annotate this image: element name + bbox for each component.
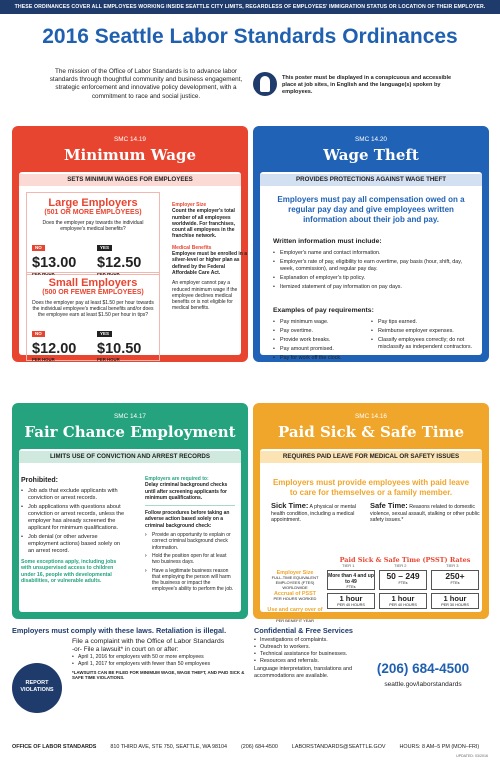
- exceptions-note: Some exceptions apply, including jobs with unsupervised access to children under 16, people with developmental disabilities, or vulnerable adults.: [21, 558, 117, 585]
- required-heading: Employers are required to:: [145, 476, 209, 482]
- list-item: • Pay overtime.: [273, 328, 365, 335]
- file-line-1: File a complaint with the Office of Labor Standards: [72, 638, 225, 645]
- list-item: • Technical assistance for businesses.: [254, 651, 354, 658]
- procedures-list: [145, 532, 235, 593]
- accrual-label: [265, 591, 325, 602]
- footer: [12, 744, 488, 750]
- row-heading: Employer Size: [276, 570, 314, 576]
- large-employers-title: Large Employers: [48, 197, 138, 209]
- safe-time-text: Reasons related to domestic violence, sexual assault, stalking or other public safety issues.*: [370, 504, 480, 524]
- mw-subheader: SETS MINIMUM WAGES FOR EMPLOYEES: [19, 174, 241, 186]
- list-item: • Job applications with questions about conviction or arrest records, unless the employer has already screened the applicant for minimum qualifications.: [21, 504, 126, 532]
- city-seal-icon: [253, 72, 277, 96]
- file-complaint-section: [72, 638, 247, 681]
- row-sub: PER BENEFIT YEAR: [275, 618, 315, 623]
- safe-time-heading: Safe Time:: [370, 501, 408, 510]
- small-no-amount: $12.00: [32, 341, 77, 357]
- large-employers-question: Does the employer pay towards the individual employee's medical benefits?: [42, 220, 144, 232]
- large-wage-yes: [97, 236, 157, 276]
- sick-time-heading: Sick Time:: [271, 501, 309, 510]
- ps-lead: Employers must provide employees with paid leave to care for themselves or a family member.: [272, 478, 470, 497]
- list-item: › Hold the position open for at least two business days.: [145, 553, 235, 566]
- list-item: › Have a legitimate business reason that employing the person will harm the business or impact the employee's ability to perform the job.: [145, 568, 235, 593]
- footer-email[interactable]: LABORSTANDARDS@SEATTLE.GOV: [291, 744, 386, 750]
- pay-examples-heading: Examples of pay requirements:: [273, 307, 374, 314]
- page-title: 2016 Seattle Labor Standards Ordinances: [42, 25, 458, 48]
- list-item: • April 1, 2016 for employers with 50 or more employees: [72, 654, 247, 661]
- table-cell: 250+ FTEs: [431, 570, 479, 590]
- written-info-heading: Written information must include:: [273, 238, 382, 245]
- yes-tag: YES: [97, 245, 112, 251]
- required-text: Delay criminal background checks until after screening applicants for minimum qualifications.: [145, 482, 228, 501]
- per-hour-label: PER HOUR: [32, 271, 55, 276]
- ps-title: Paid Sick & Safe Time: [277, 423, 465, 441]
- psst-table-title: Paid Sick & Safe Time (PSST) Rates: [339, 556, 471, 564]
- row-heading: Use and carry over of unused PSST: [267, 607, 323, 619]
- per-hour-label: PER HOUR: [97, 271, 120, 276]
- employer-size-label: [265, 570, 325, 591]
- list-item: • Pay minimum wage.: [273, 319, 365, 326]
- fc-smc: SMC 14.17: [114, 413, 146, 420]
- list-item: • Pay tips earned.: [371, 319, 475, 326]
- minimum-wage-card: [12, 126, 248, 362]
- prohibited-section: [21, 477, 126, 585]
- large-wage-no: [32, 236, 92, 276]
- large-no-amount: $13.00: [32, 255, 77, 271]
- mw-smc: SMC 14.19: [114, 136, 146, 143]
- list-item: • Explanation of employer's tip policy.: [273, 275, 473, 282]
- small-employers-title: Small Employers: [48, 277, 138, 289]
- wt-smc: SMC 14.20: [355, 136, 387, 143]
- large-employers-sub: (501 OR MORE EMPLOYEES): [44, 209, 142, 216]
- no-tag: NO: [32, 245, 45, 251]
- procedures-text: Follow procedures before taking an adverse action based solely on a criminal background check:: [145, 510, 230, 529]
- list-item: • Classify employees correctly; do not misclassify as independent contractors.: [371, 337, 475, 350]
- list-item: • Pay amount promised.: [273, 346, 365, 353]
- lawsuit-footnote: *LAWSUITS CAN BE FILED FOR MINIMUM WAGE, WAGE THEFT, AND PAID SICK & SAFE TIME VIOLATIONS.: [72, 670, 245, 681]
- small-wage-yes: [97, 322, 157, 362]
- website-link[interactable]: seattle.gov/laborstandards: [384, 681, 462, 688]
- file-dates-list: [72, 654, 247, 668]
- large-yes-amount: $12.50: [97, 255, 142, 271]
- phone-number[interactable]: (206) 684-4500: [376, 661, 470, 676]
- footer-address: 810 THIRD AVE, STE 750, SEATTLE, WA 98104: [110, 744, 228, 750]
- safe-time-def: [370, 503, 480, 524]
- table-cell: 50 – 249 FTEs: [379, 570, 427, 590]
- table-cell: 1 hour PER 40 HOURS: [327, 593, 375, 609]
- wt-lead: Employers must pay all compensation owed on a regular pay day and give employees written information about their job and pay.: [277, 195, 465, 224]
- list-item: • Job denial (or other adverse employment actions) based solely on an arrest record.: [21, 534, 126, 555]
- medical-benefits-note: An employer cannot pay a reduced minimum wage if the employee declines medical benefits or is not eligible for medical benefits.: [172, 280, 238, 312]
- small-employers-question: Does the employer pay at least $1.50 per hour towards the individual employee's medical benefits and/or does the employee earn at least $1.50 per hour in tips?: [32, 300, 154, 318]
- fc-subheader: LIMITS USE OF CONVICTION AND ARREST RECORDS: [19, 451, 241, 463]
- row-sub: PER HOURS WORKED: [273, 596, 317, 601]
- medical-benefits-text: Employee must be enrolled in a silver-level or higher plan as defined by the Federal Affordable Care Act.: [172, 251, 248, 276]
- small-wage-no: [32, 322, 92, 362]
- file-line-2: -or- File a lawsuit* in court on or after:: [72, 646, 179, 653]
- pay-examples-left: [273, 319, 365, 364]
- services-heading: Confidential & Free Services: [254, 626, 353, 635]
- divider: [145, 505, 235, 506]
- tier-3-label: TIER 3: [446, 563, 459, 568]
- poster-display-note: This poster must be displayed in a conspicuous and accessible place at job sites, in English and the language(s) spoken by employees.: [282, 75, 452, 96]
- wt-title: Wage Theft: [323, 146, 419, 164]
- large-wage-row: [27, 236, 159, 274]
- no-tag: NO: [32, 331, 45, 337]
- carryover-label: [265, 607, 325, 624]
- wt-subheader: PROVIDES PROTECTIONS AGAINST WAGE THEFT: [260, 174, 482, 186]
- employer-size-text: Count the employer's total number of all employees worldwide. For franchises, count all employees in the franchise network.: [172, 208, 236, 240]
- list-item: • Employer's name and contact information.: [273, 250, 473, 257]
- yes-tag: YES: [97, 331, 112, 337]
- list-item: • Outreach to workers.: [254, 644, 354, 651]
- services-section: [254, 626, 354, 680]
- small-employers-block: [26, 272, 160, 361]
- required-section: [145, 476, 235, 595]
- small-wage-row: [27, 322, 159, 360]
- list-item: • Itemized statement of pay information on pay days.: [273, 284, 473, 291]
- top-banner: THESE ORDINANCES COVER ALL EMPLOYEES WORKING INSIDE SEATTLE CITY LIMITS, REGARDLESS OF EMPLOYEES' IMMIGRATION STATUS OR LOCATION OF THEIR EMPLOYER.: [0, 0, 500, 14]
- list-item: › Provide an opportunity to explain or correct criminal background check information.: [145, 532, 235, 551]
- tier-2-label: TIER 2: [394, 563, 407, 568]
- row-sub: FULL-TIME EQUIVALENT EMPLOYEES (FTES) WORLDWIDE: [271, 575, 319, 590]
- sick-time-def: [271, 503, 361, 524]
- updated-date: UPDATED: 03/2016: [456, 754, 488, 758]
- comply-heading: Employers must comply with these laws. Retaliation is illegal.: [12, 626, 227, 635]
- report-violations-badge: REPORT VIOLATIONS: [12, 663, 62, 713]
- table-cell: 1 hour PER 40 HOURS: [379, 593, 427, 609]
- prohibited-list: [21, 488, 126, 555]
- ps-smc: SMC 14.16: [355, 413, 387, 420]
- row-heading: Accrual of PSST: [274, 591, 316, 597]
- list-item: • Job ads that exclude applicants with conviction or arrest records.: [21, 488, 126, 502]
- list-item: • Employer's rate of pay, eligibility to earn overtime, pay basis (hour, shift, day, week, commission), and regular pay day.: [273, 259, 473, 272]
- per-hour-label: PER HOUR: [32, 357, 55, 362]
- services-list: [254, 637, 354, 665]
- list-item: • April 1, 2017 for employers with fewer than 50 employees: [72, 661, 247, 668]
- table-cell: More than 4 and up to 49 FTEs: [327, 570, 375, 590]
- per-hour-label: PER HOUR: [97, 357, 120, 362]
- language-note: Language interpretation, translations and accommodations are available.: [254, 666, 353, 679]
- prohibited-heading: Prohibited:: [21, 477, 58, 484]
- small-yes-amount: $10.50: [97, 341, 142, 357]
- sick-time-text: A physical or mental health condition, including a medical appointment.: [271, 504, 356, 524]
- mw-sidebar: [172, 202, 248, 312]
- tier-1-label: TIER 1: [342, 563, 355, 568]
- list-item: • Provide work breaks.: [273, 337, 365, 344]
- large-employers-block: [26, 192, 160, 275]
- medical-benefits-heading: Medical Benefits: [172, 244, 212, 251]
- list-item: • Reimburse employer expenses.: [371, 328, 475, 335]
- table-cell: 1 hour PER 30 HOURS: [431, 593, 479, 609]
- list-item: • Pay for work off the clock.: [273, 355, 365, 362]
- mw-title: Minimum Wage: [63, 146, 197, 164]
- pay-examples-right: [371, 319, 475, 353]
- small-employers-sub: (500 OR FEWER EMPLOYEES): [42, 289, 144, 296]
- written-info-list: [273, 250, 473, 293]
- footer-office: OFFICE OF LABOR STANDARDS: [12, 744, 97, 750]
- footer-phone: (206) 684-4500: [241, 744, 278, 750]
- mission-statement: The mission of the Office of Labor Standards is to advance labor standards through thoughtful community and business engagement, strategic enforcement and innovative policy development, with a commitment to race and social justice.: [49, 68, 243, 100]
- footer-hours: HOURS: 8 AM–5 PM (MON–FRI): [399, 744, 480, 750]
- employer-size-heading: Employer Size: [172, 202, 207, 208]
- list-item: • Investigations of complaints.: [254, 637, 354, 644]
- fc-title: Fair Chance Employment: [24, 423, 236, 441]
- ps-subheader: REQUIRES PAID LEAVE FOR MEDICAL OR SAFETY ISSUES: [260, 451, 482, 463]
- wage-theft-card: [253, 126, 489, 362]
- list-item: • Resources and referrals.: [254, 658, 354, 665]
